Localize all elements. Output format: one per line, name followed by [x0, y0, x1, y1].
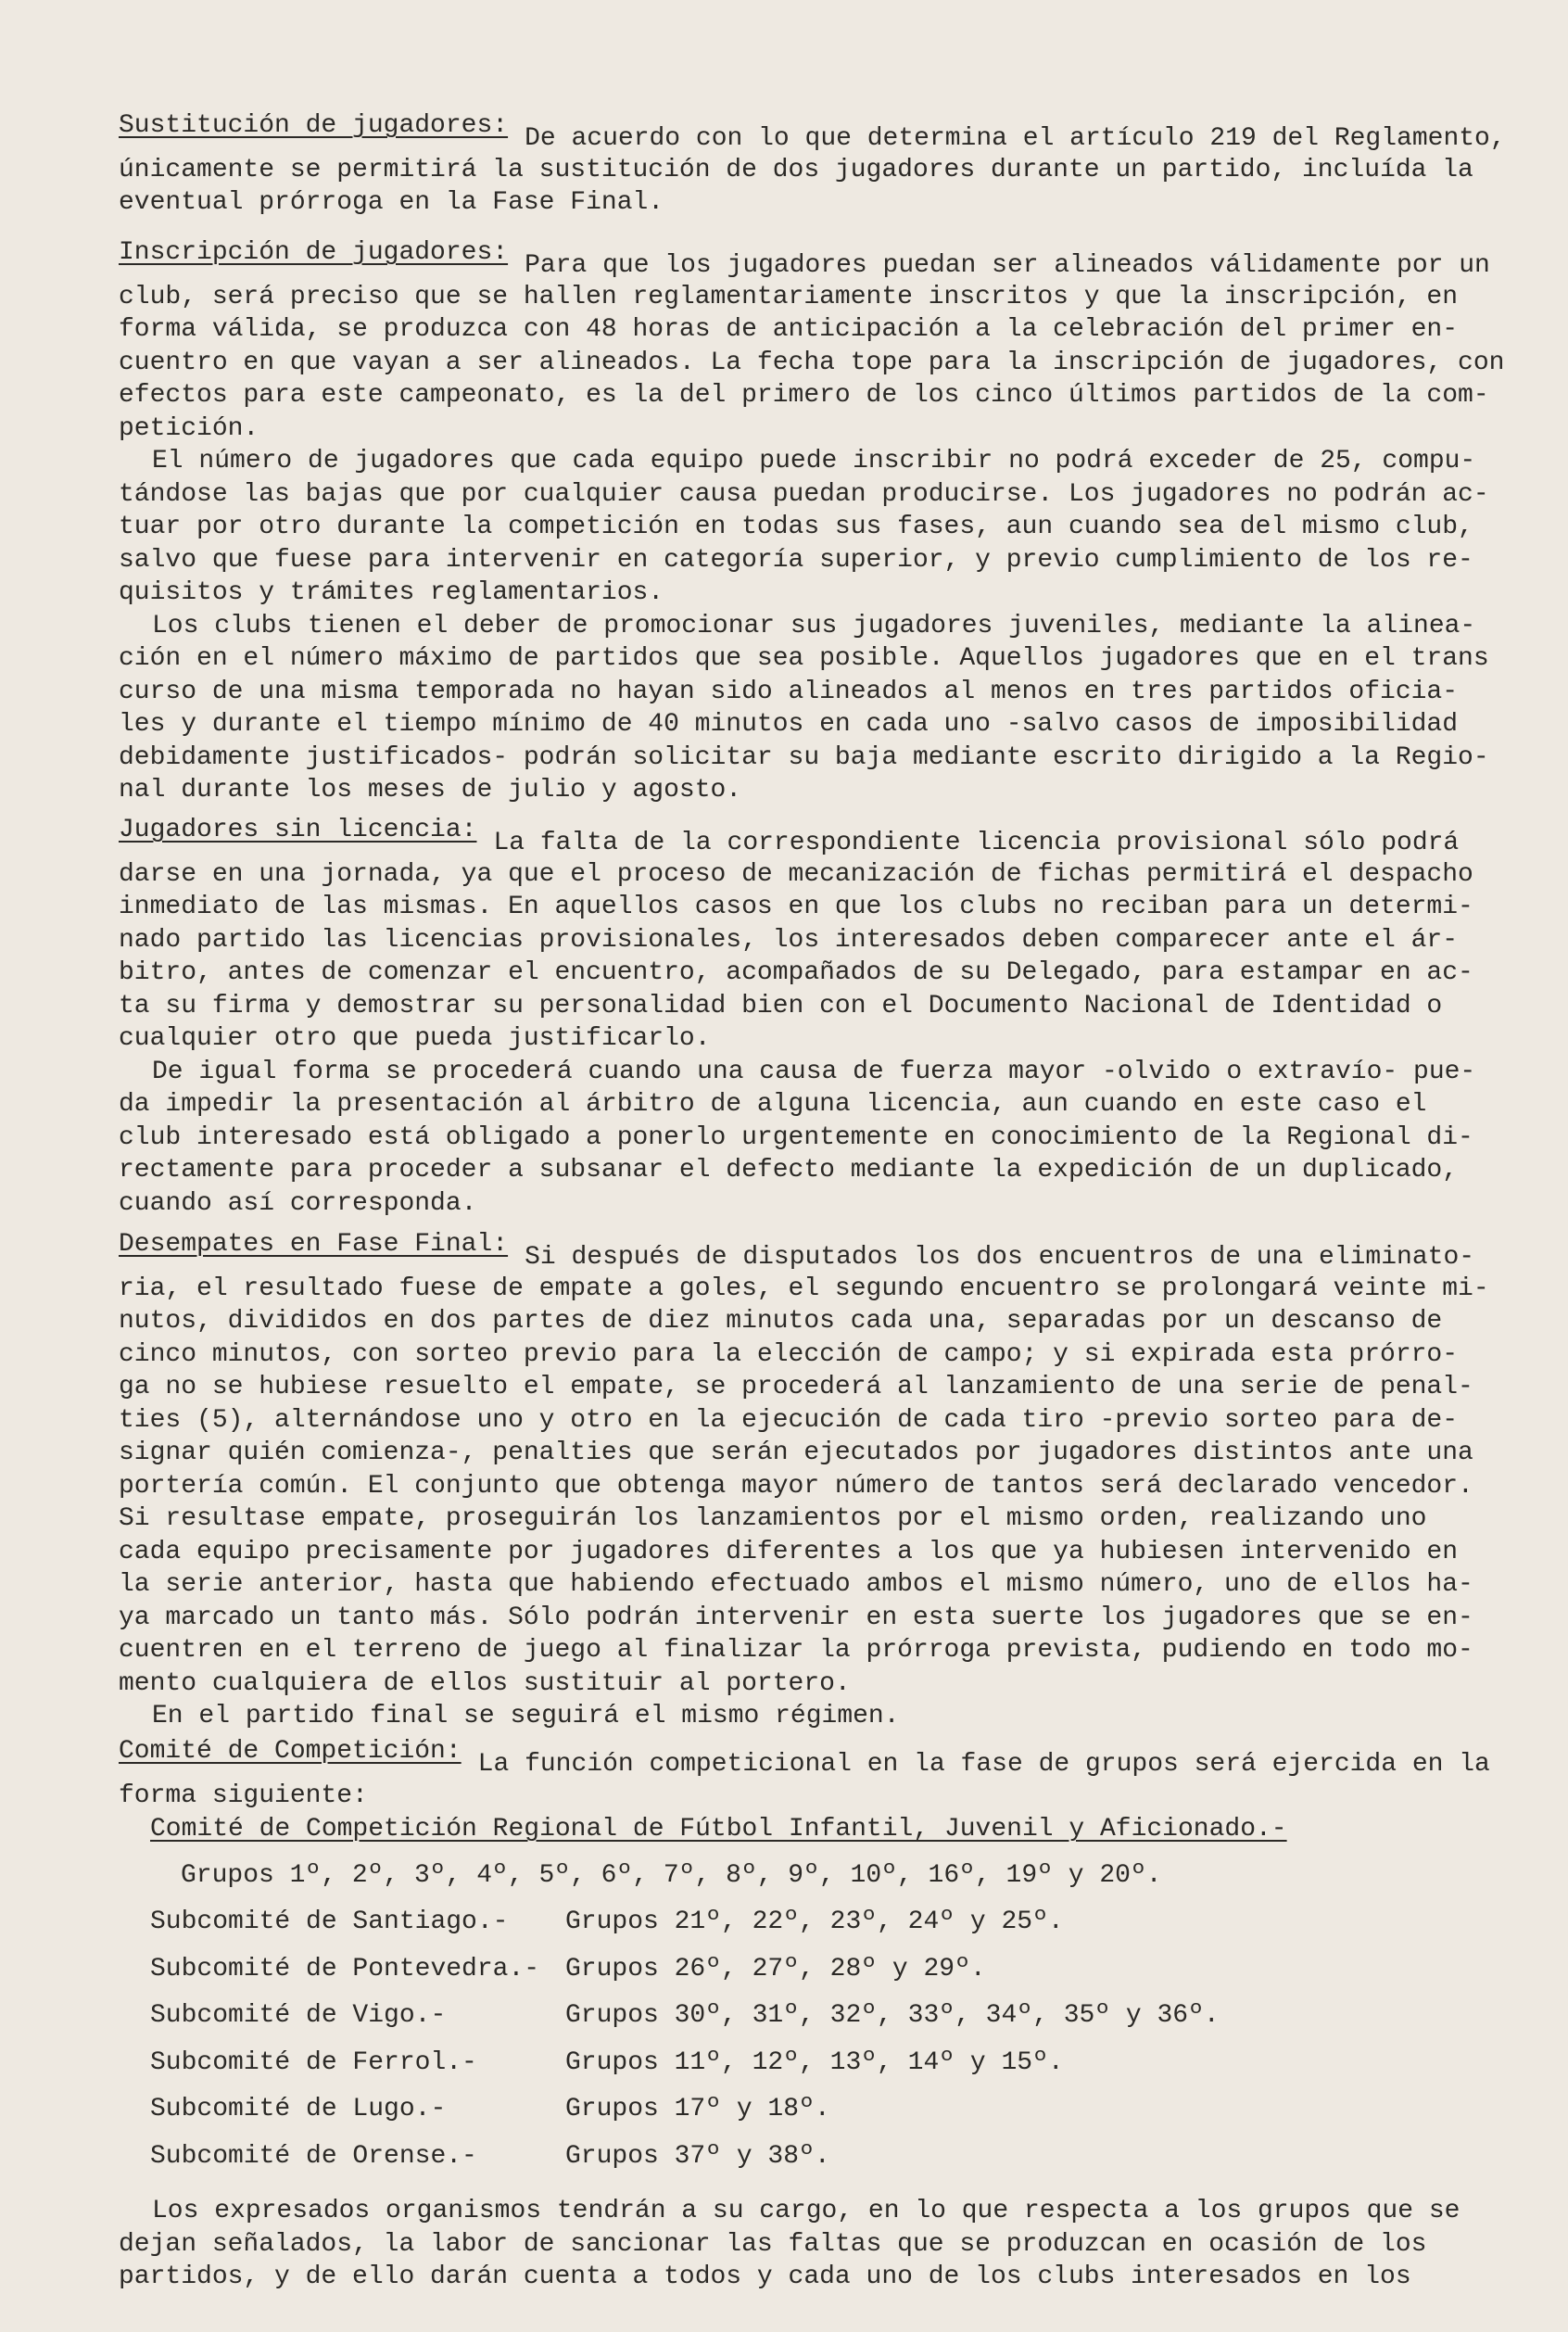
- text-line: efectos para este campeonato, es la del primero de los cinco últimos partidos de la com-: [119, 381, 1489, 410]
- subcommittee-groups: Grupos 21º, 22º, 23º, 24º y 25º.: [565, 1907, 1064, 1936]
- subcommittee-name: Subcomité de Pontevedra.-: [150, 1954, 540, 1983]
- subcommittee-name: Subcomité de Ferrol.-: [150, 2047, 477, 2077]
- section-heading: Desempates en Fase Final:: [119, 1230, 509, 1259]
- text-line: cinco minutos, con sorteo previo para la elección de campo; y si expirada esta prórro-: [119, 1339, 1459, 1369]
- section-heading: Inscripción de jugadores:: [119, 238, 509, 267]
- section: [119, 109, 1509, 220]
- text-line: les y durante el tiempo mínimo de 40 minutos en cada uno -salvo casos de imposibilidad: [119, 710, 1459, 739]
- committee-title: Comité de Competición Regional de Fútbol Infantil, Juvenil y Aficionado.-: [150, 1815, 1287, 1844]
- text-line: Los clubs tienen el deber de promocionar sus jugadores juveniles, mediante la alinea-: [152, 611, 1476, 640]
- text-line: cuentren en el terreno de juego al finalizar la prórroga prevista, pudiendo en todo mo-: [119, 1636, 1473, 1665]
- text-line: salvo que fuese para intervenir en categoría superior, y previo cumplimiento de los re-: [119, 545, 1473, 575]
- section-first-line: Para que los jugadores puedan ser alineados válidamente por un: [525, 251, 1490, 280]
- text-line: inmediato de las mismas. En aquellos casos en que los clubs no reciban para un determi-: [119, 893, 1473, 921]
- text-line: ción en el número máximo de partidos que sea posible. Aquellos jugadores que en el trans: [119, 644, 1489, 673]
- text-line: En el partido final se seguirá el mismo régimen.: [152, 1702, 900, 1730]
- text-line: debidamente justificados- podrán solicitar su baja mediante escrito dirigido a la Regio-: [119, 742, 1489, 772]
- section-first-line: Si después de disputados los dos encuentros de una eliminato-: [525, 1243, 1475, 1272]
- text-line: El número de jugadores que cada equipo puede inscribir no podrá exceder de 25, compu-: [152, 447, 1476, 475]
- section-first-line: La falta de la correspondiente licencia provisional sólo podrá: [493, 829, 1460, 857]
- text-line: bitro, antes de comenzar el encuentro, acompañados de su Delegado, para estampar en ac-: [119, 958, 1473, 987]
- subcommittee-groups: Grupos 26º, 27º, 28º y 29º.: [565, 1954, 986, 1983]
- section-first-line: La función competicional en la fase de grupos será ejercida en la: [477, 1750, 1490, 1779]
- text-line: forma válida, se produzca con 48 horas de anticipación a la celebración del primer en-: [119, 315, 1459, 344]
- text-line: nado partido las licencias provisionales, los interesados deben comparecer ante el ár-: [119, 925, 1459, 955]
- section: [119, 1735, 1509, 1812]
- subcommittee-name: Subcomité de Orense.-: [150, 2141, 477, 2171]
- subcommittee-name: Subcomité de Lugo.-: [150, 2095, 447, 2123]
- text-line: forma siguiente:: [119, 1781, 368, 1810]
- text-line: club interesado está obligado a ponerlo urgentemente en conocimiento de la Regional di-: [119, 1122, 1473, 1152]
- section-heading-row: [119, 236, 1509, 280]
- text-line: nal durante los meses de julio y agosto.: [119, 776, 742, 805]
- text-line: curso de una misma temporada no hayan sido alineados al menos en tres partidos oficia-: [119, 677, 1459, 706]
- section-heading: Jugadores sin licencia:: [119, 816, 477, 844]
- section-heading-row: [119, 1735, 1509, 1779]
- text-line: eventual prórroga en la Fase Final.: [119, 188, 664, 217]
- text-line: únicamente se permitirá la sustitución de dos jugadores durante un partido, incluída la: [119, 155, 1473, 184]
- section-heading: Sustitución de jugadores:: [119, 111, 509, 140]
- text-line: tándose las bajas que por cualquier causa puedan producirse. Los jugadores no podrán ac-: [119, 479, 1489, 509]
- text-line: Los expresados organismos tendrán a su cargo, en lo que respecta a los grupos que se: [152, 2197, 1461, 2225]
- text-line: portería común. El conjunto que obtenga mayor número de tantos será declarado vencedor.: [119, 1471, 1473, 1501]
- text-line: nutos, divididos en dos partes de diez minutos cada una, separadas por un descanso de: [119, 1307, 1443, 1336]
- text-line: ria, el resultado fuese de empate a goles, el segundo encuentro se prolongará veinte mi-: [119, 1274, 1489, 1303]
- text-line: cualquier otro que pueda justificarlo.: [119, 1024, 711, 1053]
- subcommittee-name: Subcomité de Santiago.-: [150, 1907, 509, 1936]
- section-heading-row: [119, 1228, 1509, 1272]
- text-line: darse en una jornada, ya que el proceso de mecanización de fichas permitirá el despacho: [119, 859, 1473, 889]
- subcommittee-groups: Grupos 37º y 38º.: [565, 2141, 830, 2171]
- regional-groups: Grupos 1º, 2º, 3º, 4º, 5º, 6º, 7º, 8º, 9º, 10º, 16º, 19º y 20º.: [181, 1861, 1162, 1890]
- text-line: cuentro en que vayan a ser alineados. La fecha tope para la inscripción de jugadores, con: [119, 348, 1505, 377]
- section-heading-row: [119, 814, 1509, 857]
- subcommittee-groups: Grupos 17º y 18º.: [565, 2095, 830, 2123]
- text-line: da impedir la presentación al árbitro de alguna licencia, aun cuando en este caso el: [119, 1090, 1427, 1119]
- text-line: ta su firma y demostrar su personalidad bien con el Documento Nacional de Identidad o: [119, 991, 1443, 1020]
- subcommittee-name: Subcomité de Vigo.-: [150, 2001, 447, 2030]
- text-line: quisitos y trámites reglamentarios.: [119, 578, 664, 607]
- text-line: tuar por otro durante la competición en todas sus fases, aun cuando sea del mismo club,: [119, 513, 1473, 541]
- text-line: rectamente para proceder a subsanar el defecto mediante la expedición de un duplicado,: [119, 1156, 1459, 1185]
- section: [119, 814, 1509, 1220]
- text-line: ya marcado un tanto más. Sólo podrán intervenir en esta suerte los jugadores que se en-: [119, 1603, 1473, 1632]
- closing-paragraph: [119, 2195, 1509, 2294]
- section: [119, 1228, 1509, 1733]
- section-heading: Comité de Competición:: [119, 1737, 462, 1766]
- text-line: Si resultase empate, proseguirán los lanzamientos por el mismo orden, realizando uno: [119, 1504, 1427, 1533]
- section-heading-row: [119, 109, 1509, 153]
- text-line: cuando así corresponda.: [119, 1188, 477, 1218]
- section-first-line: De acuerdo con lo que determina el artículo 219 del Reglamento,: [525, 124, 1506, 153]
- text-line: la serie anterior, hasta que habiendo efectuado ambos el mismo número, uno de ellos ha-: [119, 1570, 1473, 1599]
- text-line: club, será preciso que se hallen reglamentariamente inscritos y que la inscripción, en: [119, 282, 1459, 311]
- text-line: ties (5), alternándose uno y otro en la ejecución de cada tiro -previo sorteo para de-: [119, 1405, 1459, 1435]
- text-line: dejan señalados, la labor de sancionar las faltas que se produzcan en ocasión de los: [119, 2229, 1427, 2259]
- subcommittee-groups: Grupos 11º, 12º, 13º, 14º y 15º.: [565, 2047, 1064, 2077]
- text-line: ga no se hubiese resuelto el empate, se procederá al lanzamiento de una serie de penal-: [119, 1373, 1473, 1401]
- text-line: De igual forma se procederá cuando una causa de fuerza mayor -olvido o extravío- pue-: [152, 1057, 1476, 1086]
- text-line: cada equipo precisamente por jugadores diferentes a los que ya hubiesen intervenido en: [119, 1537, 1459, 1566]
- text-line: partidos, y de ello darán cuenta a todos y cada uno de los clubs interesados en los: [119, 2262, 1411, 2291]
- subcommittee-groups: Grupos 30º, 31º, 32º, 33º, 34º, 35º y 36º.: [565, 2001, 1220, 2030]
- text-line: petición.: [119, 413, 259, 443]
- text-line: signar quién comienza-, penalties que serán ejecutados por jugadores distintos ante una: [119, 1438, 1473, 1467]
- section: [119, 236, 1509, 807]
- text-line: mento cualquiera de ellos sustituir al portero.: [119, 1668, 851, 1698]
